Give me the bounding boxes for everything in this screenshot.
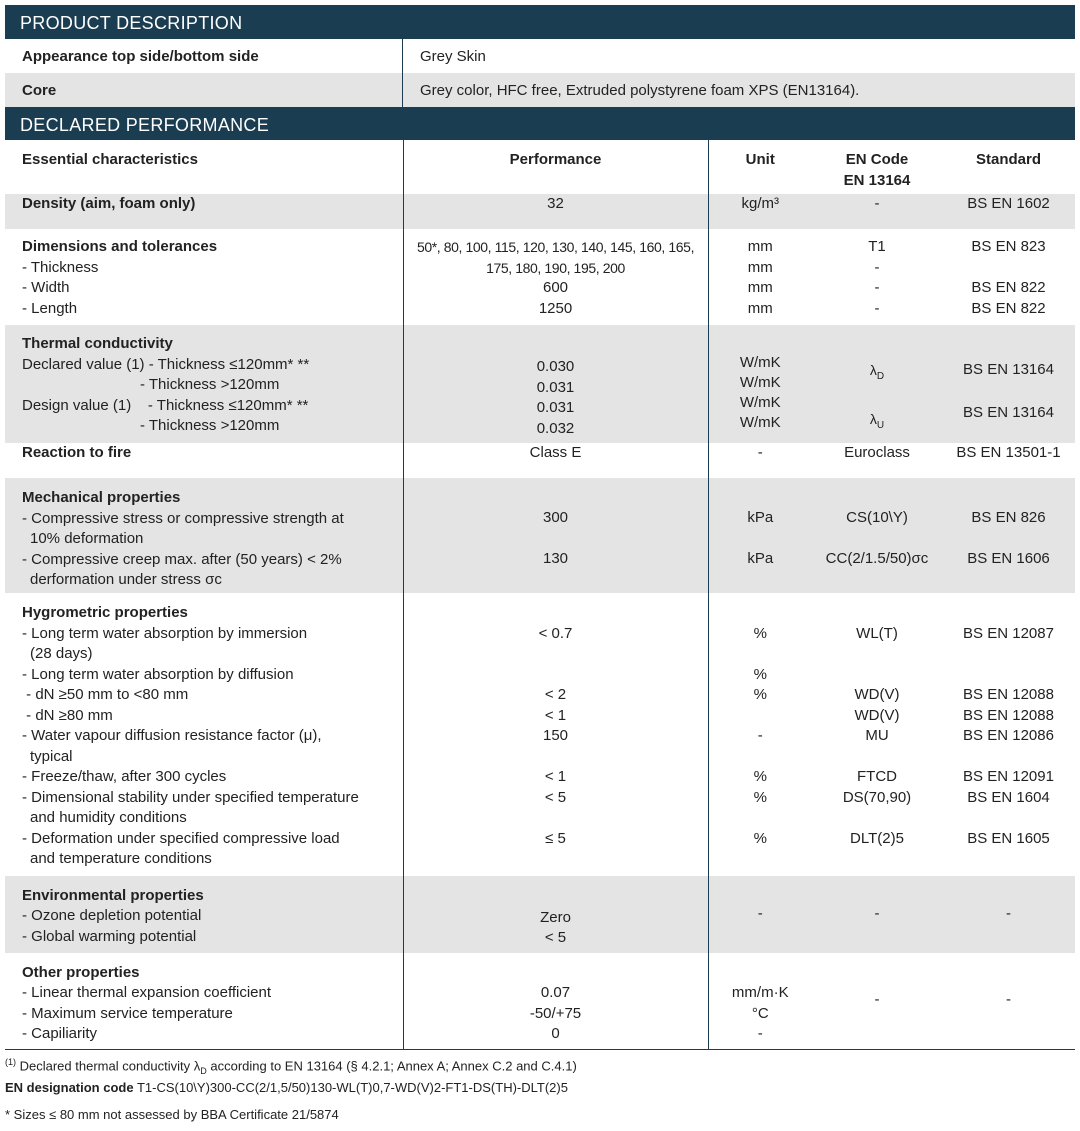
dimensions-width-label: - Width <box>22 279 70 296</box>
dimensions-row <box>5 229 1075 325</box>
hygrometric-std-7: BS EN 12091 <box>963 768 1054 785</box>
hygrometric-unit-10: % <box>753 829 767 847</box>
thermal-std1: BS EN 13164 <box>963 361 1054 378</box>
hygrometric-code-6 <box>812 747 942 768</box>
hygrometric-perf-7: < 1 <box>544 768 567 785</box>
hygrometric-perf-1 <box>404 644 708 665</box>
thermal-p1: 0.030 <box>536 358 575 375</box>
hygrometric-unit-7: % <box>753 768 767 785</box>
environmental-p2: < 5 <box>544 929 567 946</box>
environmental-p1: Zero <box>540 908 571 926</box>
density-standard: BS EN 1602 <box>942 194 1075 229</box>
hygrometric-unit-5: - <box>757 727 763 744</box>
core-value: Grey color, HFC free, Extruded polystyrene foam XPS (EN13164). <box>420 81 860 99</box>
mechanical-r2-l1: - Compressive creep max. after (50 years) < 2% <box>22 550 342 568</box>
hygrometric-perf-4: < 1 <box>544 706 567 724</box>
fire-performance: Class E <box>403 443 708 478</box>
density-label: Density (aim, foam only) <box>5 194 403 229</box>
hygrometric-perf-6 <box>404 747 708 768</box>
hygrometric-label: Hygrometric properties <box>22 604 188 621</box>
dimensions-unit: mm <box>747 238 773 255</box>
mechanical-label: Mechanical properties <box>22 489 181 506</box>
hygrometric-label-8: - Dimensional stability under specified temperature <box>22 788 359 806</box>
hygrometric-std-5: BS EN 12086 <box>963 727 1054 744</box>
hygrometric-unit-3: % <box>753 686 767 703</box>
hygrometric-unit-11 <box>709 849 813 870</box>
col-en-code-2: EN 13164 <box>843 171 911 189</box>
hygrometric-label-9: and humidity conditions <box>30 809 187 826</box>
hygrometric-code-5: MU <box>865 727 889 744</box>
appearance-row <box>5 39 1075 73</box>
other-l2: - Maximum service temperature <box>22 1004 233 1022</box>
dimensions-standard: BS EN 823 <box>971 238 1046 255</box>
hygrometric-code-3: WD(V) <box>854 686 900 703</box>
fire-code: Euroclass <box>844 444 910 461</box>
other-standard: - <box>942 953 1075 1050</box>
hygrometric-std-8: BS EN 1604 <box>967 788 1050 806</box>
hygrometric-label-11: and temperature conditions <box>30 850 212 867</box>
hygrometric-code-4: WD(V) <box>854 706 900 724</box>
other-u3: - <box>757 1025 763 1042</box>
hygrometric-code-2 <box>812 665 942 686</box>
hygrometric-unit-0: % <box>753 624 767 642</box>
other-u2: °C <box>751 1004 769 1022</box>
fire-standard: BS EN 13501-1 <box>956 444 1061 461</box>
mechanical-r2-perf: 130 <box>542 550 569 567</box>
hygrometric-label-5: - Water vapour diffusion resistance factor (μ), <box>22 727 322 744</box>
hygrometric-unit-2: % <box>753 665 767 683</box>
environmental-l1: - Ozone depletion potential <box>22 907 202 924</box>
mechanical-r1-unit: kPa <box>747 509 774 526</box>
fire-label: Reaction to fire <box>22 444 132 461</box>
mechanical-r2-unit: kPa <box>747 550 774 567</box>
appearance-label: Appearance top side/bottom side <box>5 39 403 73</box>
core-row <box>5 73 1075 107</box>
thermal-u4: W/mK <box>739 414 781 431</box>
density-row <box>5 194 1075 229</box>
performance-table <box>5 140 1075 1050</box>
density-unit: kg/m³ <box>708 194 812 229</box>
table-header-row <box>5 140 1075 194</box>
other-row <box>5 953 1075 1050</box>
mechanical-r2-std: BS EN 1606 <box>967 550 1050 567</box>
hygrometric-std-9 <box>942 808 1075 829</box>
dimensions-width-code: - <box>874 279 880 296</box>
hygrometric-perf-2 <box>404 665 708 686</box>
density-performance: 32 <box>403 194 708 229</box>
other-p2: -50/+75 <box>529 1004 582 1022</box>
other-p3: 0 <box>551 1025 560 1042</box>
col-performance: Performance <box>403 140 708 194</box>
thermal-design-1: Design value (1) - Thickness ≤120mm* ** <box>22 396 309 414</box>
hygrometric-code-11 <box>812 849 942 870</box>
environmental-code: - <box>812 876 942 953</box>
other-code: - <box>812 953 942 1050</box>
mechanical-row <box>5 478 1075 593</box>
thermal-u1: W/mK <box>739 354 781 371</box>
dimensions-sizes-2: 175, 180, 190, 195, 200 <box>486 259 625 276</box>
thermal-declared-2: - Thickness >120mm <box>140 376 280 393</box>
core-label: Core <box>5 73 403 107</box>
mechanical-r1-l1: - Compressive stress or compressive strength at <box>22 509 344 527</box>
dimensions-length-unit: mm <box>747 299 773 317</box>
mechanical-r1-l2: 10% deformation <box>30 530 144 547</box>
hygrometric-perf-0: < 0.7 <box>538 624 573 642</box>
hygrometric-perf-10: ≤ 5 <box>545 829 566 847</box>
hygrometric-row <box>5 593 1075 876</box>
other-p1: 0.07 <box>540 984 571 1001</box>
dimensions-thickness-label: - Thickness <box>22 258 99 276</box>
dimensions-length-label: - Length <box>22 299 78 317</box>
other-label: Other properties <box>22 963 140 981</box>
declared-performance-header: DECLARED PERFORMANCE <box>5 107 1075 140</box>
col-en-code-1: EN Code <box>845 151 909 168</box>
environmental-row <box>5 876 1075 953</box>
dimensions-thickness-unit: mm <box>747 258 773 276</box>
hygrometric-label-6: typical <box>30 747 73 765</box>
dimensions-code: T1 <box>868 238 886 255</box>
dimensions-length-value: 1250 <box>538 299 573 317</box>
en-designation-label: EN designation code <box>5 1080 134 1095</box>
mechanical-r2-l2: derformation under stress σc <box>30 571 222 588</box>
appearance-value: Grey Skin <box>420 47 486 65</box>
hygrometric-unit-8: % <box>753 788 767 806</box>
hygrometric-unit-9 <box>709 808 813 829</box>
hygrometric-perf-8: < 5 <box>544 788 567 806</box>
en-designation-code <box>5 1080 568 1095</box>
environmental-standard: - <box>942 876 1075 953</box>
dimensions-width-unit: mm <box>747 279 773 296</box>
hygrometric-perf-9 <box>404 808 708 829</box>
dimensions-label: Dimensions and tolerances <box>22 238 218 255</box>
environmental-unit: - <box>708 876 812 953</box>
footnote-2: * Sizes ≤ 80 mm not assessed by BBA Certificate 21/5874 <box>5 1107 339 1122</box>
environmental-label: Environmental properties <box>22 886 204 904</box>
hygrometric-std-10: BS EN 1605 <box>967 829 1050 847</box>
dimensions-length-standard: BS EN 822 <box>971 299 1046 317</box>
mechanical-r2-code: CC(2/1.5/50)σc <box>825 550 929 567</box>
col-standard: Standard <box>975 151 1041 168</box>
thermal-p2: 0.031 <box>536 378 575 396</box>
hygrometric-perf-11 <box>404 849 708 870</box>
hygrometric-code-9 <box>812 808 942 829</box>
mechanical-r1-perf: 300 <box>542 509 569 526</box>
thermal-code-lambda-u: $\lambda_U$ <box>869 411 885 432</box>
dimensions-length-code: - <box>874 299 880 317</box>
thermal-u3: W/mK <box>739 394 781 411</box>
thermal-design-2: - Thickness >120mm <box>140 417 280 434</box>
hygrometric-label-10: - Deformation under specified compressive load <box>22 829 340 847</box>
other-u1: mm/m·K <box>731 984 789 1001</box>
hygrometric-std-1 <box>942 644 1075 665</box>
product-description-header: PRODUCT DESCRIPTION <box>5 5 1075 39</box>
hygrometric-std-2 <box>942 665 1075 686</box>
fire-unit: - <box>708 443 812 478</box>
hygrometric-label-7: - Freeze/thaw, after 300 cycles <box>22 768 227 785</box>
mechanical-r1-std: BS EN 826 <box>971 509 1046 526</box>
col-characteristics: Essential characteristics <box>22 151 198 168</box>
en-designation-value: T1-CS(10\Y)300-CC(2/1,5/50)130-WL(T)0,7-WD(V)2-FT1-DS(TH)-DLT(2)5 <box>133 1080 568 1095</box>
hygrometric-perf-5: 150 <box>542 727 569 744</box>
other-l1: - Linear thermal expansion coefficient <box>22 984 272 1001</box>
hygrometric-code-10: DLT(2)5 <box>850 829 904 847</box>
hygrometric-std-4: BS EN 12088 <box>963 706 1054 724</box>
hygrometric-unit-4 <box>709 706 813 727</box>
hygrometric-std-6 <box>942 747 1075 768</box>
thermal-code-lambda-d: $\lambda_D$ <box>869 362 885 382</box>
dimensions-sizes-1: 50*, 80, 100, 115, 120, 130, 140, 145, 160, 165, <box>416 239 695 255</box>
thermal-row <box>5 325 1075 443</box>
footnote-1: $^{(1)}$ Declared thermal conductivity $\lambda_D$ according to EN 13164 (§ 4.2.1; Annex A; Annex C.2 and C.4.1) <box>5 1057 577 1076</box>
hygrometric-label-1: (28 days) <box>30 645 93 662</box>
hygrometric-perf-3: < 2 <box>544 686 567 703</box>
hygrometric-unit-6 <box>709 747 813 768</box>
hygrometric-code-0: WL(T) <box>856 624 898 642</box>
thermal-p3: 0.031 <box>536 399 575 416</box>
hygrometric-label-2: - Long term water absorption by diffusion <box>22 665 294 683</box>
thermal-p4: 0.032 <box>536 419 575 437</box>
thermal-u2: W/mK <box>739 374 781 391</box>
hygrometric-label-3: - dN ≥50 mm to <80 mm <box>22 686 189 703</box>
hygrometric-code-1 <box>812 644 942 665</box>
hygrometric-label-0: - Long term water absorption by immersion <box>22 624 308 642</box>
col-unit: Unit <box>708 140 812 194</box>
hygrometric-std-3: BS EN 12088 <box>963 686 1054 703</box>
hygrometric-std-11 <box>942 849 1075 870</box>
datasheet <box>5 5 1075 1050</box>
hygrometric-std-0: BS EN 12087 <box>963 624 1054 642</box>
hygrometric-label-4: - dN ≥80 mm <box>22 706 113 724</box>
dimensions-width-value: 600 <box>542 279 569 296</box>
other-l3: - Capiliarity <box>22 1025 98 1042</box>
hygrometric-code-7: FTCD <box>857 768 897 785</box>
mechanical-r1-code: CS(10\Y) <box>846 509 908 526</box>
density-code: - <box>812 194 942 229</box>
dimensions-thickness-code: - <box>874 258 880 276</box>
thermal-std2: BS EN 13164 <box>963 403 1054 421</box>
hygrometric-code-8: DS(70,90) <box>842 788 912 806</box>
dimensions-width-standard: BS EN 822 <box>971 279 1046 296</box>
hygrometric-unit-1 <box>709 644 813 665</box>
environmental-l2: - Global warming potential <box>22 927 197 945</box>
thermal-declared-1: Declared value (1) - Thickness ≤120mm* ** <box>22 355 310 373</box>
thermal-label: Thermal conductivity <box>22 335 173 352</box>
fire-row <box>5 443 1075 478</box>
col-en-code <box>812 140 942 194</box>
